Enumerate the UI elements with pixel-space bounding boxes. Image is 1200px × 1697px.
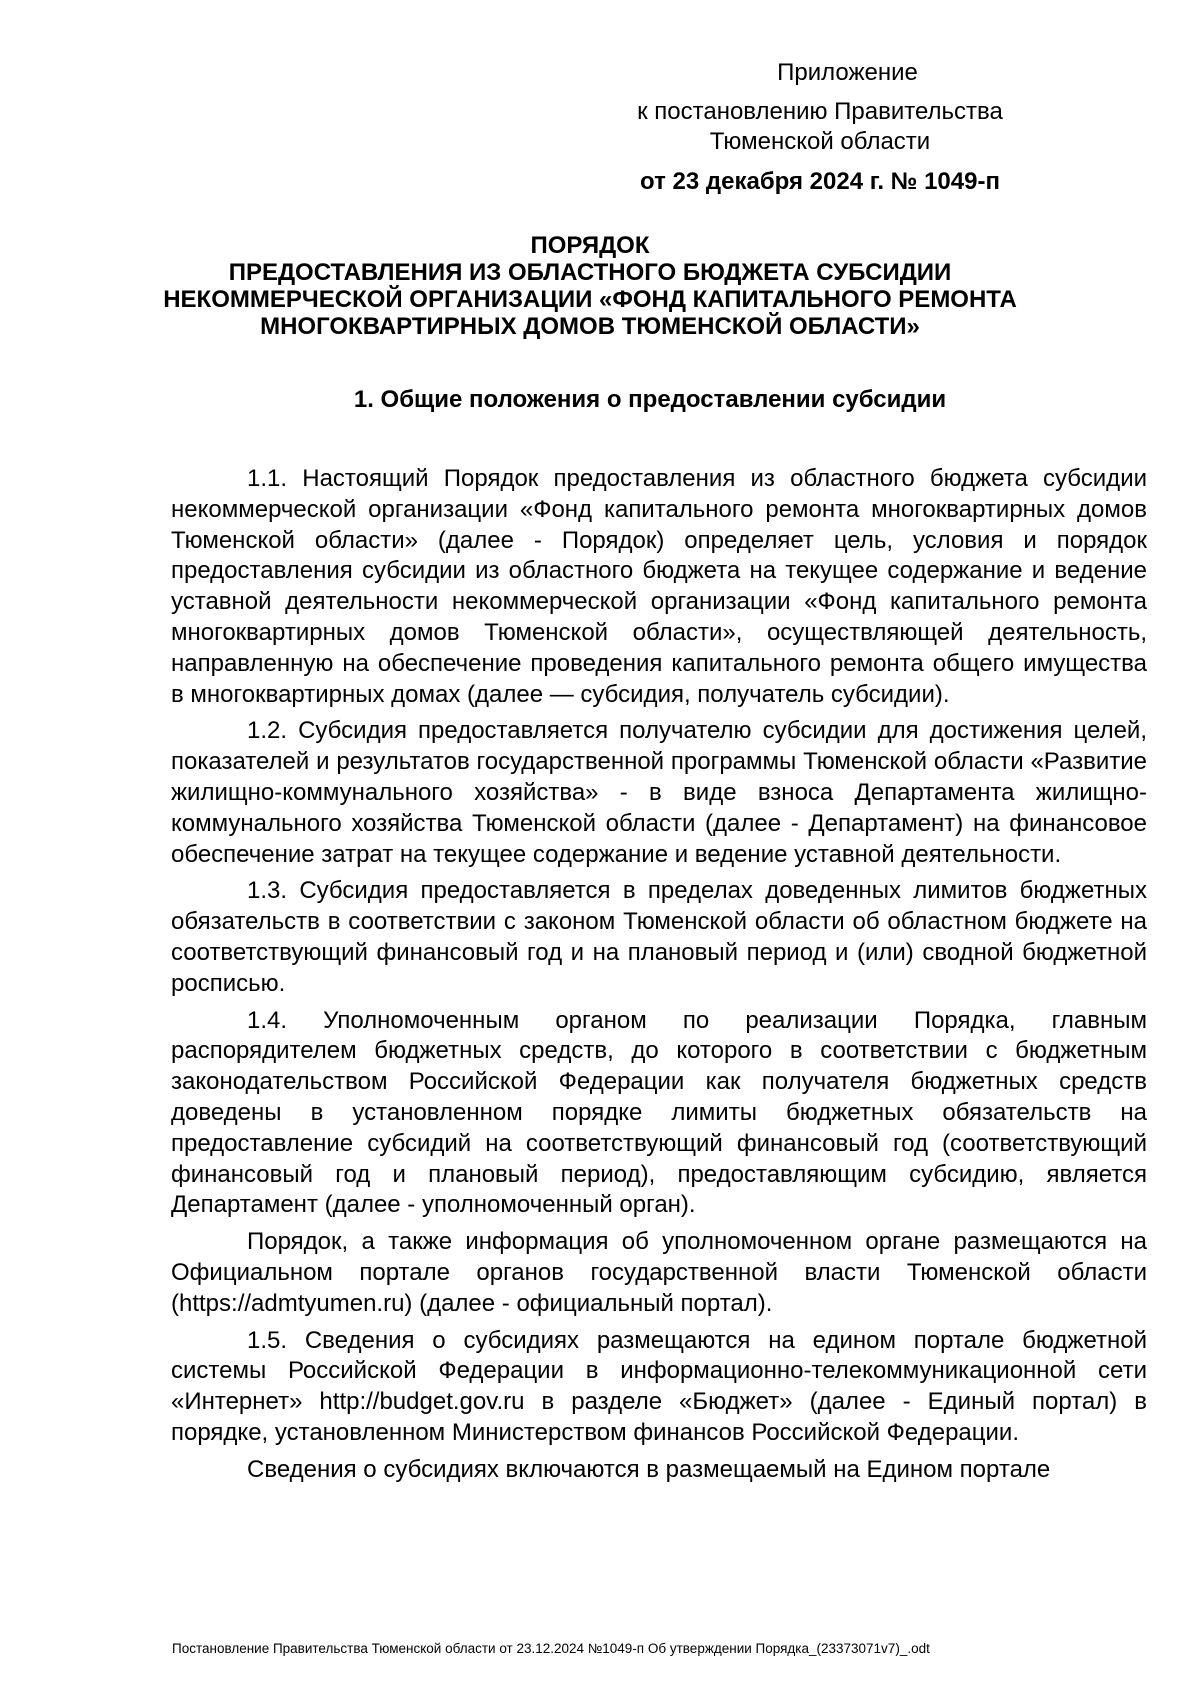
appendix-header (610, 58, 1030, 197)
paragraph-subsidy-info: Сведения о субсидиях включаются в размещаемый на Едином портале (247, 1455, 1051, 1483)
decree-date-number: от 23 декабря 2024 г. № 1049-п (640, 168, 1000, 195)
title-line-4: МНОГОКВАРТИРНЫХ ДОМОВ ТЮМЕНСКОЙ ОБЛАСТИ» (260, 313, 920, 340)
document-body (171, 464, 1147, 1492)
paragraph-1-2: 1.2. Субсидия предоставляется получателю субсидии для достижения целей, показателей и результатов государственной программы Тюменской области «Развитие жилищно-коммунального хозяйства» - в виде взноса Департамента жилищно-коммунального хозяйства Тюменской области (далее - Департамент) на финансовое обеспечение затрат на текущее содержание и ведение уставной деятельности. (171, 717, 1147, 868)
paragraph-1-5: 1.5. Сведения о субсидиях размещаются на едином портале бюджетной системы Российской Федерации в информационно-телекоммуникационной сети «Интернет» http://budget.gov.ru в разделе «Бюджет» (далее - Единый портал) в порядке, установленном Министерством финансов Российской Федерации. (171, 1326, 1147, 1446)
paragraph-1-4: 1.4. Уполномоченным органом по реализации Порядка, главным распорядителем бюджетных средств, до которого в соответствии с бюджетным законодательством Российской Федерации как получателя бюджетных средств доведены в установленном порядке лимиты бюджетных обязательств на предоставление субсидий на соответствующий финансовый год (соответствующий финансовый год и плановый период), предоставляющим субсидию, является Департамент (далее - уполномоченный орган). (171, 1006, 1147, 1219)
decree-reference (610, 97, 1030, 157)
paragraph-1-1: 1.1. Настоящий Порядок предоставления из областного бюджета субсидии некоммерческой организации «Фонд капитального ремонта многоквартирных домов Тюменской области» (далее - Порядок) определяет цель, условия и порядок предоставления субсидии из областного бюджета на текущее содержание и ведение уставной деятельности некоммерческой организации «Фонд капитального ремонта многоквартирных домов Тюменской области», осуществляющей деятельность, направленную на обеспечение проведения капитального ремонта общего имущества в многоквартирных домах (далее — субсидия, получатель субсидии). (171, 465, 1147, 708)
decree-line-2: Тюменской области (709, 128, 931, 155)
document-title (150, 232, 1030, 340)
section-heading: 1. Общие положения о предоставлении субсидии (353, 386, 947, 413)
title-line-2: ПРЕДОСТАВЛЕНИЯ ИЗ ОБЛАСТНОГО БЮДЖЕТА СУБСИДИИ (228, 259, 952, 286)
title-line-3: НЕКОММЕРЧЕСКОЙ ОРГАНИЗАЦИИ «ФОНД КАПИТАЛЬНОГО РЕМОНТА (163, 286, 1017, 313)
title-line-1: ПОРЯДОК (530, 232, 650, 259)
decree-line-1: к постановлению Правительства (637, 98, 1003, 125)
appendix-label: Приложение (777, 59, 918, 86)
page-footer: Постановление Правительства Тюменской области от 23.12.2024 №1049-п Об утверждении Порядка_(23373071v7)_.odt (172, 1641, 930, 1656)
paragraph-portal-info: Порядок, а также информация об уполномоченном органе размещаются на Официальном портале органов государственной власти Тюменской области (https://admtyumen.ru) (далее - официальный портал). (171, 1228, 1147, 1317)
paragraph-1-3: 1.3. Субсидия предоставляется в пределах доведенных лимитов бюджетных обязательств в соответствии с законом Тюменской области об областном бюджете на соответствующий финансовый год и на плановый период и (или) сводной бюджетной росписью. (171, 877, 1147, 997)
